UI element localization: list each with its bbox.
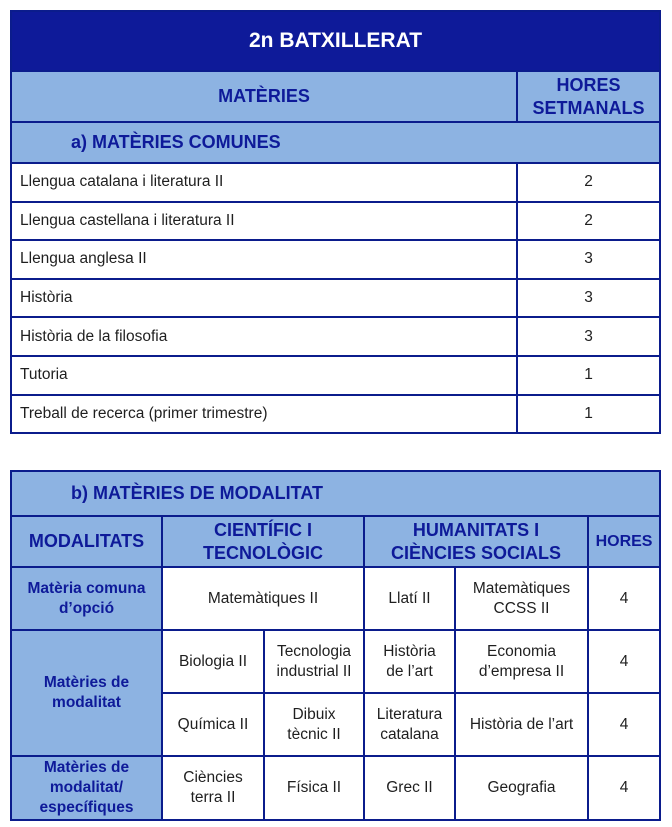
page-title: 2n BATXILLERAT [11, 11, 660, 71]
table-row [11, 163, 660, 202]
cell-ciencies-terra [162, 756, 264, 820]
hours-cell: 2 [517, 202, 660, 241]
table-row [11, 356, 660, 395]
row-materies-especifiques [11, 756, 162, 820]
row-label-line2: modalitat/ [49, 779, 124, 796]
table-row [11, 202, 660, 241]
cell-dibuix [264, 693, 364, 756]
cell-line1: Economia [487, 642, 556, 660]
table-row [11, 395, 660, 434]
cell-line1: Tecnologia [276, 642, 352, 660]
cell-line2: de l’art [386, 662, 433, 680]
cell-tecnologia [264, 630, 364, 693]
cell-line1: Matemàtiques [472, 579, 571, 597]
cell-historia-art [364, 630, 455, 693]
row-label-line1: Matèries de [43, 759, 130, 776]
cell-line1: Literatura [376, 705, 443, 723]
cell-economia [455, 630, 588, 693]
cell-biologia: Biologia II [162, 630, 264, 693]
cell-line1: Història [383, 642, 436, 660]
cell-line2: d’empresa II [478, 662, 565, 680]
table-row [11, 240, 660, 279]
cell-line1: Ciències [183, 769, 243, 786]
subject-cell: Llengua catalana i literatura II [11, 163, 517, 202]
hours-cell: 4 [588, 630, 660, 693]
hours-cell: 3 [517, 317, 660, 356]
comunes-table [10, 10, 661, 434]
table-row [11, 567, 660, 630]
cell-line2: industrial II [276, 662, 352, 680]
cell-line2: catalana [380, 725, 439, 743]
cell-historia-art-2: Història de l’art [455, 693, 588, 756]
cell-geografia: Geografia [455, 756, 588, 820]
hours-cell: 4 [588, 756, 660, 820]
table-row [11, 756, 660, 820]
subject-cell: Història de la filosofia [11, 317, 517, 356]
section-comunes: a) MATÈRIES COMUNES [11, 122, 660, 163]
header-hours-line2: SETMANALS [532, 97, 645, 118]
col-hores: HORES [588, 516, 660, 567]
col-humanitats-line1: HUMANITATS I [412, 519, 540, 540]
modalitat-table [10, 470, 661, 821]
subject-cell: Història [11, 279, 517, 318]
hours-cell: 1 [517, 395, 660, 434]
header-hours [517, 71, 660, 122]
col-cientific-line1: CIENTÍFIC I [214, 519, 312, 540]
cell-literatura [364, 693, 455, 756]
col-humanitats [364, 516, 588, 567]
row-materia-comuna [11, 567, 162, 630]
col-humanitats-line2: CIÈNCIES SOCIALS [390, 542, 562, 563]
cell-line1: Dibuix [292, 705, 336, 723]
header-subjects: MATÈRIES [11, 71, 517, 122]
table-row [11, 317, 660, 356]
col-cientific-line2: TECNOLÒGIC [203, 542, 323, 563]
subject-cell: Llengua castellana i literatura II [11, 202, 517, 241]
table-row [11, 279, 660, 318]
row-label-line1: Matèria comuna [27, 579, 146, 597]
header-hours-line1: HORES [556, 74, 621, 95]
cell-line2: tècnic II [287, 725, 341, 743]
hours-cell: 3 [517, 240, 660, 279]
hours-cell: 4 [588, 567, 660, 630]
subject-cell: Tutoria [11, 356, 517, 395]
hours-cell: 3 [517, 279, 660, 318]
cell-quimica: Química II [162, 693, 264, 756]
row-label-line1: Matèries de [43, 674, 130, 691]
col-modalitats: MODALITATS [11, 516, 162, 567]
subject-cell: Treball de recerca (primer trimestre) [11, 395, 517, 434]
hours-cell: 2 [517, 163, 660, 202]
row-label-line3: específiques [39, 799, 134, 816]
hours-cell: 1 [517, 356, 660, 395]
cell-fisica: Física II [264, 756, 364, 820]
col-cientific [162, 516, 364, 567]
cell-line2: CCSS II [493, 599, 550, 617]
row-label-line2: d’opció [58, 599, 115, 617]
subject-cell: Llengua anglesa II [11, 240, 517, 279]
cell-grec: Grec II [364, 756, 455, 820]
row-materies-modalitat [11, 630, 162, 756]
hours-cell: 4 [588, 693, 660, 756]
section-modalitat: b) MATÈRIES DE MODALITAT [11, 471, 660, 516]
cell-line2: terra II [190, 789, 236, 806]
cell-llati: Llatí II [364, 567, 455, 630]
cell-matematiques-ccss [455, 567, 588, 630]
table-row [11, 630, 660, 693]
cell-matematiques: Matemàtiques II [162, 567, 364, 630]
row-label-line2: modalitat [52, 694, 121, 711]
